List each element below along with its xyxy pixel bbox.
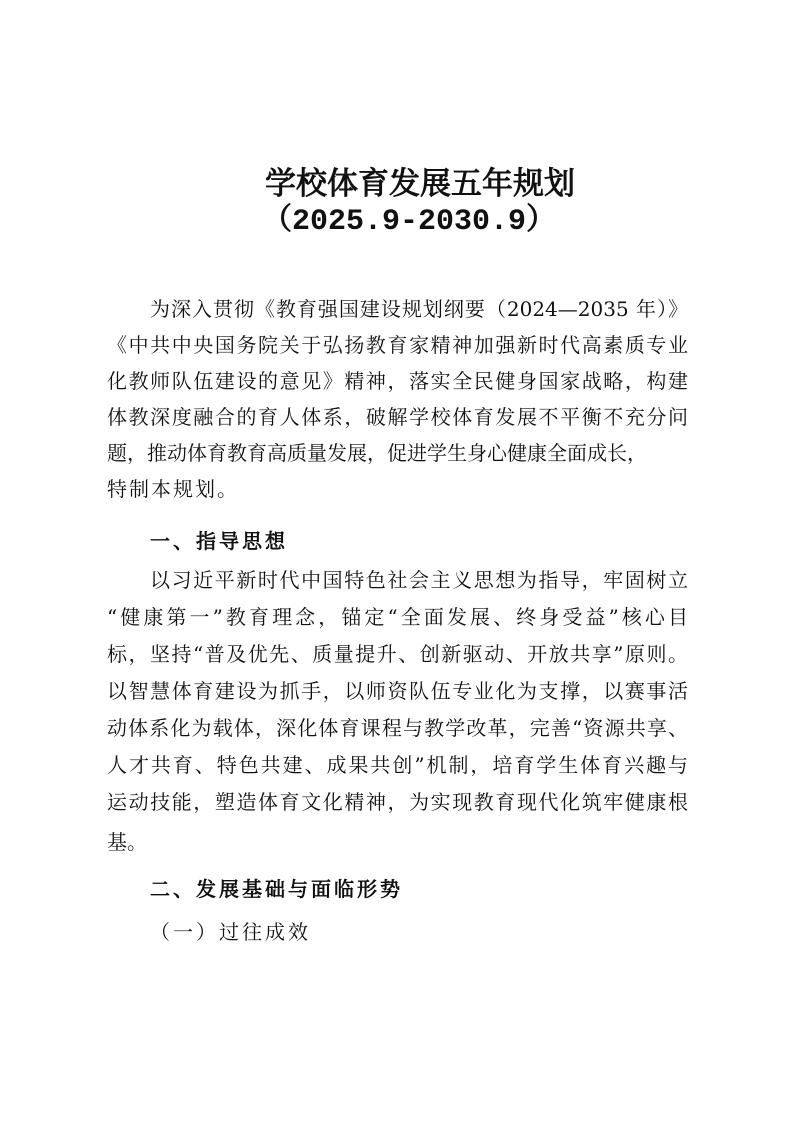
paragraph-line: 基。	[107, 830, 147, 854]
paragraph-line: 特制本规划。	[107, 477, 239, 501]
paragraph-line: 人才共育、特色共建、成果共创”机制，培育学生体育兴趣与	[107, 753, 688, 777]
paragraph-line: 标，坚持“普及优先、质量提升、创新驱动、开放共享”原则。	[107, 642, 688, 666]
document-subtitle: （2025.9-2030.9）	[262, 205, 557, 239]
paragraph-line: 《中共中央国务院关于弘扬教育家精神加强新时代高素质专业	[107, 333, 688, 357]
section-heading: 二、发展基础与面临形势	[150, 877, 403, 901]
paragraph-line: 运动技能，塑造体育文化精神，为实现教育现代化筑牢健康根	[107, 790, 688, 814]
paragraph-line: 动体系化为载体，深化体育课程与教学改革，完善“资源共享、	[107, 716, 688, 740]
paragraph-line: 为深入贯彻《教育强国建设规划纲要（2024—2035 年）》	[150, 297, 688, 321]
paragraph-line: “健康第一”教育理念，锚定“全面发展、终身受益”核心目	[107, 605, 688, 629]
document-title: 学校体育发展五年规划	[265, 166, 575, 202]
paragraph-line: 题，推动体育教育高质量发展，促进学生身心健康全面成长，	[107, 441, 647, 465]
section-heading: 一、指导思想	[150, 529, 288, 553]
subsection-heading: （一）过往成效	[150, 920, 311, 944]
paragraph-line: 化教师队伍建设的意见》精神，落实全民健身国家战略，构建	[107, 369, 688, 393]
paragraph-line: 以智慧体育建设为抓手，以师资队伍专业化为支撑，以赛事活	[107, 679, 688, 703]
paragraph-line: 体教深度融合的育人体系，破解学校体育发展不平衡不充分问	[107, 405, 688, 429]
paragraph-line: 以习近平新时代中国特色社会主义思想为指导，牢固树立	[150, 568, 688, 592]
